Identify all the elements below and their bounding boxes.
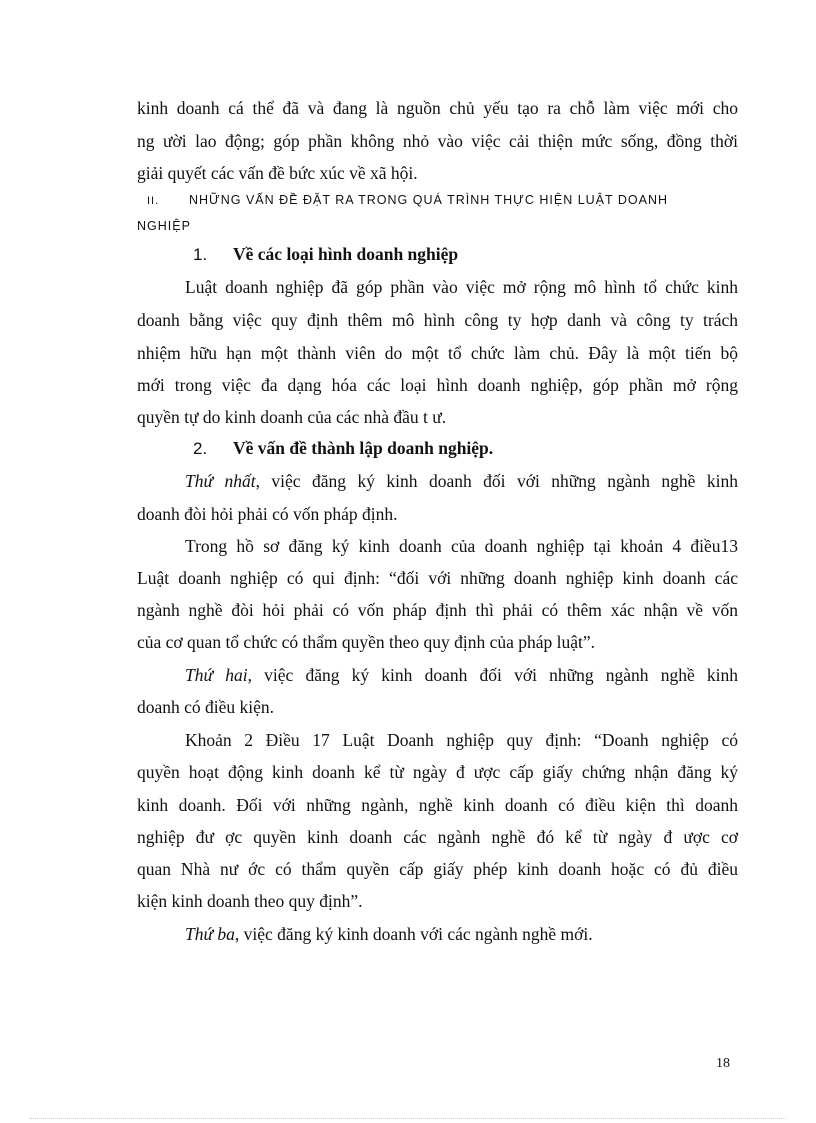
paragraph-line: nhiệm hữu hạn một thành viên do một tổ chức làm chủ. Đây là một tiến bộ bbox=[137, 343, 738, 363]
paragraph-line: kiện kinh doanh theo quy định”. bbox=[137, 891, 363, 911]
paragraph-line: kinh doanh. Đối với những ngành, nghề kinh doanh có điều kiện thì doanh bbox=[137, 795, 738, 815]
subheading-title: Về vấn đề thành lập doanh nghiệp. bbox=[233, 438, 494, 458]
subheading-number: 1. bbox=[193, 245, 208, 264]
ordinal-lead: Thứ ba bbox=[185, 924, 235, 944]
paragraph-line: kinh doanh cá thể đã và đang là nguồn chủ yếu tạo ra chỗ làm việc mới cho bbox=[137, 98, 738, 118]
paragraph-line: ng ười lao động; góp phần không nhỏ vào việc cải thiện mức sống, đồng thời bbox=[137, 131, 738, 151]
subheading-2 bbox=[193, 436, 493, 461]
paragraph-line: quan Nhà nư ớc có thẩm quyền cấp giấy phép kinh doanh hoặc có đủ điều bbox=[137, 859, 738, 879]
paragraph-line: quyền tự do kinh doanh của các nhà đầu t ư. bbox=[137, 407, 447, 427]
paragraph-text: , việc đăng ký kinh doanh với các ngành nghề mới. bbox=[234, 924, 593, 944]
ordinal-lead: Thứ nhất bbox=[185, 471, 256, 491]
paragraph-line: mới trong việc đa dạng hóa các loại hình doanh nghiệp, góp phần mở rộng bbox=[137, 375, 738, 395]
paragraph-line: doanh có điều kiện. bbox=[137, 697, 275, 717]
subheading-1 bbox=[193, 242, 458, 267]
section-title-line-1: NHỮNG VẤN ĐỀ ĐẶT RA TRONG QUÁ TRÌNH THỰC HIỆN LUẬT DOANH bbox=[189, 193, 669, 207]
section-numeral: II. bbox=[147, 195, 160, 207]
section-title-line-2: NGHIỆP bbox=[137, 219, 191, 233]
paragraph-line: của cơ quan tổ chức có thẩm quyền theo quy định của pháp luật”. bbox=[137, 632, 596, 652]
subheading-number: 2. bbox=[193, 439, 208, 458]
paragraph-line bbox=[185, 469, 738, 493]
paragraph-line: ngành nghề đòi hỏi phải có vốn pháp định thì phải có thêm xác nhận về vốn bbox=[137, 600, 738, 620]
paragraph-line bbox=[185, 922, 738, 946]
paragraph-line bbox=[185, 663, 738, 687]
section-heading bbox=[147, 188, 738, 213]
ordinal-lead: Thứ hai bbox=[185, 665, 248, 685]
paragraph-line: doanh đòi hỏi phải có vốn pháp định. bbox=[137, 504, 398, 524]
paragraph-line: nghiệp đư ợc quyền kinh doanh các ngành nghề đó kể từ ngày đ ược cơ bbox=[137, 827, 738, 847]
page-number: 18 bbox=[716, 1056, 730, 1071]
paragraph-line: Luật doanh nghiệp đã góp phần vào việc mở rộng mô hình tổ chức kinh bbox=[185, 277, 738, 297]
page-bottom-divider bbox=[30, 1118, 786, 1119]
paragraph-text: , việc đăng ký kinh doanh đối với những ngành nghề kinh bbox=[247, 665, 739, 685]
paragraph-line: quyền hoạt động kinh doanh kể từ ngày đ ược cấp giấy chứng nhận đăng ký bbox=[137, 762, 738, 782]
paragraph-text: , việc đăng ký kinh doanh đối với những ngành nghề kinh bbox=[255, 471, 739, 491]
paragraph-line: Khoản 2 Điều 17 Luật Doanh nghiệp quy định: “Doanh nghiệp có bbox=[185, 730, 738, 750]
paragraph-line: doanh bằng việc quy định thêm mô hình công ty hợp danh và công ty trách bbox=[137, 310, 738, 330]
subheading-title: Về các loại hình doanh nghiệp bbox=[233, 244, 459, 264]
paragraph-line: Luật doanh nghiệp có qui định: “đối với những doanh nghiệp kinh doanh các bbox=[137, 568, 738, 588]
paragraph-line: Trong hồ sơ đăng ký kinh doanh của doanh nghiệp tại khoản 4 điều13 bbox=[185, 536, 738, 556]
paragraph-line: giải quyết các vấn đề bức xúc về xã hội. bbox=[137, 163, 418, 183]
